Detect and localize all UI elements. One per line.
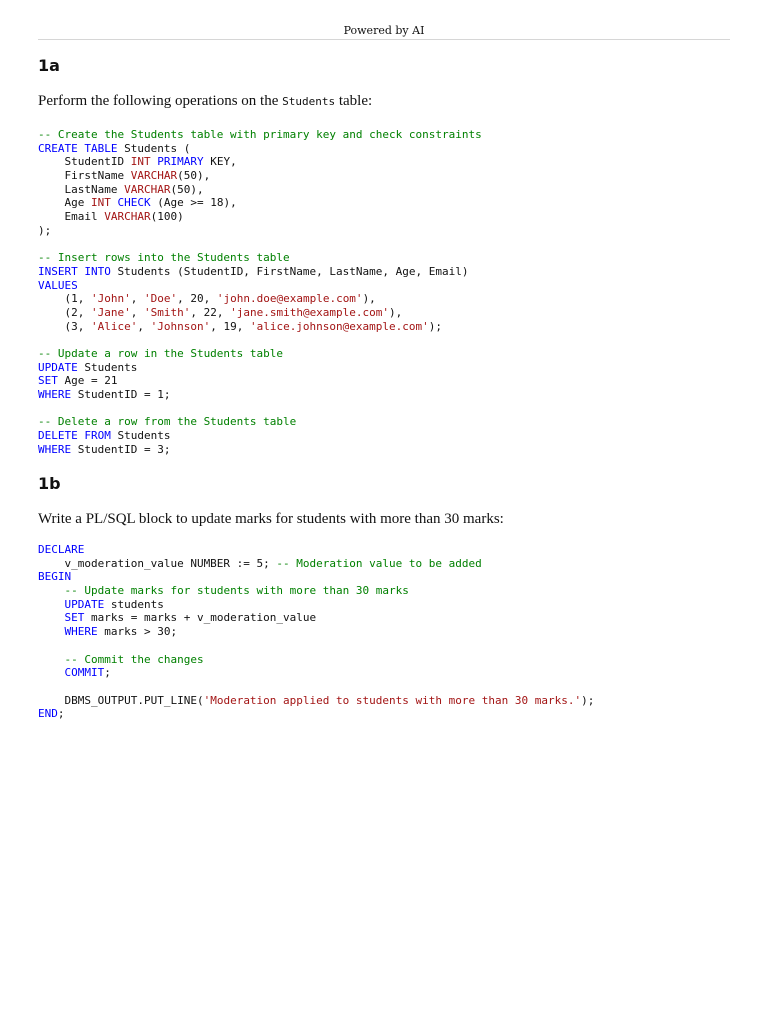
string-token: 'Johnson' — [150, 319, 211, 333]
code-token: v_moderation_value NUMBER := 5; — [38, 556, 277, 570]
code-token: StudentID — [38, 155, 131, 169]
intro-text: Perform the following operations on the — [38, 93, 283, 109]
code-token: (50), — [177, 169, 211, 183]
keyword-token: DELETE FROM — [38, 429, 111, 443]
code-token: Students — [77, 360, 138, 374]
code-token: (50), — [170, 182, 204, 196]
code-line — [38, 361, 482, 375]
code-token — [38, 666, 65, 679]
intro-inline-code: Students — [282, 95, 336, 108]
code-token: Age — [38, 196, 91, 210]
code-line — [38, 570, 594, 584]
code-line — [38, 680, 594, 694]
keyword-token: SET — [38, 374, 58, 388]
keyword-token: DECLARE — [38, 543, 85, 556]
code-token: Students ( — [117, 141, 191, 155]
code-token — [38, 598, 65, 611]
string-token: 'Moderation applied to students with more than 30 marks.' — [203, 693, 582, 707]
code-token: KEY, — [203, 155, 237, 169]
code-token: ); — [38, 223, 52, 237]
string-token: 'jane.smith@example.com' — [230, 305, 390, 319]
code-token: , 20, — [177, 292, 217, 306]
code-line — [38, 347, 482, 361]
keyword-token: SET — [64, 611, 85, 625]
code-line — [38, 429, 482, 443]
code-token: , 19, — [210, 319, 250, 333]
code-line — [38, 238, 482, 252]
keyword-token: COMMIT — [64, 666, 105, 680]
code-line — [38, 415, 482, 429]
code-line — [38, 694, 594, 708]
keyword-token: BEGIN — [38, 570, 72, 584]
code-line — [38, 625, 594, 639]
code-token: Age = 21 — [57, 374, 118, 388]
code-line — [38, 279, 482, 293]
code-token: ), — [362, 292, 376, 306]
keyword-token: UPDATE — [38, 360, 78, 374]
code-line — [38, 320, 482, 334]
code-token: ); — [428, 319, 443, 333]
section-intro-1b — [38, 511, 504, 528]
keyword-token: WHERE — [38, 442, 72, 456]
code-token: LastName — [38, 182, 125, 196]
code-line — [38, 183, 482, 197]
code-line — [38, 128, 482, 142]
code-token — [38, 584, 65, 597]
code-block-1a — [38, 128, 482, 457]
comment-token: -- Moderation value to be added — [276, 556, 482, 570]
code-line — [38, 653, 594, 667]
code-token: (3, — [38, 319, 91, 333]
code-token: Email — [38, 210, 105, 224]
code-token: Students (StudentID, FirstName, LastName, Age, Email) — [110, 264, 469, 278]
code-line — [38, 598, 594, 612]
string-token: 'john.doe@example.com' — [216, 292, 363, 306]
code-line — [38, 557, 594, 571]
code-line — [38, 666, 594, 680]
code-token — [38, 653, 65, 666]
header-divider — [38, 39, 730, 40]
code-token: ; — [57, 707, 65, 721]
code-line — [38, 142, 482, 156]
section-title-1a: 1a — [38, 56, 60, 75]
code-token — [38, 625, 65, 638]
keyword-token: CREATE TABLE — [38, 141, 118, 155]
section-intro-1a — [38, 93, 372, 110]
comment-token: -- Commit the changes — [64, 652, 204, 666]
code-token: marks = marks + v_moderation_value — [84, 611, 317, 625]
type-token: VARCHAR — [104, 210, 151, 224]
code-line — [38, 611, 594, 625]
code-token: DBMS_OUTPUT.PUT_LINE( — [38, 693, 204, 707]
code-line — [38, 333, 482, 347]
comment-token: -- Delete a row from the Students table — [38, 415, 297, 429]
keyword-token: CHECK — [117, 196, 151, 210]
code-line — [38, 402, 482, 416]
keyword-token: WHERE — [64, 625, 98, 639]
type-token: VARCHAR — [124, 182, 171, 196]
code-token: ); — [581, 693, 595, 707]
page-header: Powered by AI — [343, 24, 425, 37]
comment-token: -- Update marks for students with more than 30 marks — [64, 584, 409, 598]
code-token: ), — [389, 305, 403, 319]
code-line — [38, 169, 482, 183]
code-line — [38, 155, 482, 169]
code-line — [38, 210, 482, 224]
keyword-token: UPDATE — [64, 597, 105, 611]
code-token: , — [130, 292, 144, 306]
code-token: (1, — [38, 292, 91, 306]
code-token: , — [137, 319, 151, 333]
string-token: 'Jane' — [90, 305, 131, 319]
type-token: INT — [130, 155, 151, 169]
code-token: StudentID = 3; — [71, 442, 171, 456]
code-block-1b — [38, 543, 594, 721]
string-token: 'Alice' — [90, 319, 138, 333]
keyword-token: INSERT INTO — [38, 264, 111, 278]
keyword-token: VALUES — [38, 278, 78, 292]
code-token: (100) — [150, 210, 184, 224]
string-token: 'alice.johnson@example.com' — [249, 319, 429, 333]
code-token: FirstName — [38, 169, 131, 183]
code-line — [38, 388, 482, 402]
code-token — [38, 611, 65, 624]
code-token: (2, — [38, 305, 91, 319]
code-line — [38, 265, 482, 279]
keyword-token: PRIMARY — [157, 155, 204, 169]
code-line — [38, 292, 482, 306]
code-token: Students — [110, 429, 171, 443]
code-line — [38, 639, 594, 653]
code-line — [38, 306, 482, 320]
comment-token: -- Insert rows into the Students table — [38, 251, 290, 265]
code-token: , — [130, 305, 144, 319]
keyword-token: END — [38, 707, 58, 721]
type-token: VARCHAR — [130, 169, 178, 183]
code-token: marks > 30; — [97, 625, 178, 639]
code-line — [38, 374, 482, 388]
code-line — [38, 251, 482, 265]
comment-token: -- Update a row in the Students table — [38, 347, 284, 360]
string-token: 'John' — [90, 292, 131, 306]
code-token: students — [104, 597, 164, 611]
section-title-1b: 1b — [38, 474, 61, 493]
code-line — [38, 584, 594, 598]
keyword-token: WHERE — [38, 388, 72, 402]
intro-text: Write a PL/SQL block to update marks for students with more than 30 marks: — [38, 511, 504, 527]
code-line — [38, 543, 594, 557]
string-token: 'Smith' — [143, 305, 191, 319]
code-line — [38, 196, 482, 210]
comment-token: -- Create the Students table with primary key and check constraints — [38, 128, 482, 141]
intro-text: table: — [335, 93, 373, 109]
type-token: INT — [90, 196, 111, 210]
code-line — [38, 224, 482, 238]
code-token: , 22, — [190, 305, 231, 319]
code-token: ; — [104, 666, 111, 680]
code-token: StudentID = 1; — [71, 388, 171, 402]
code-token: (Age >= 18), — [150, 196, 237, 210]
string-token: 'Doe' — [143, 292, 178, 306]
code-line — [38, 443, 482, 457]
code-line — [38, 707, 594, 721]
